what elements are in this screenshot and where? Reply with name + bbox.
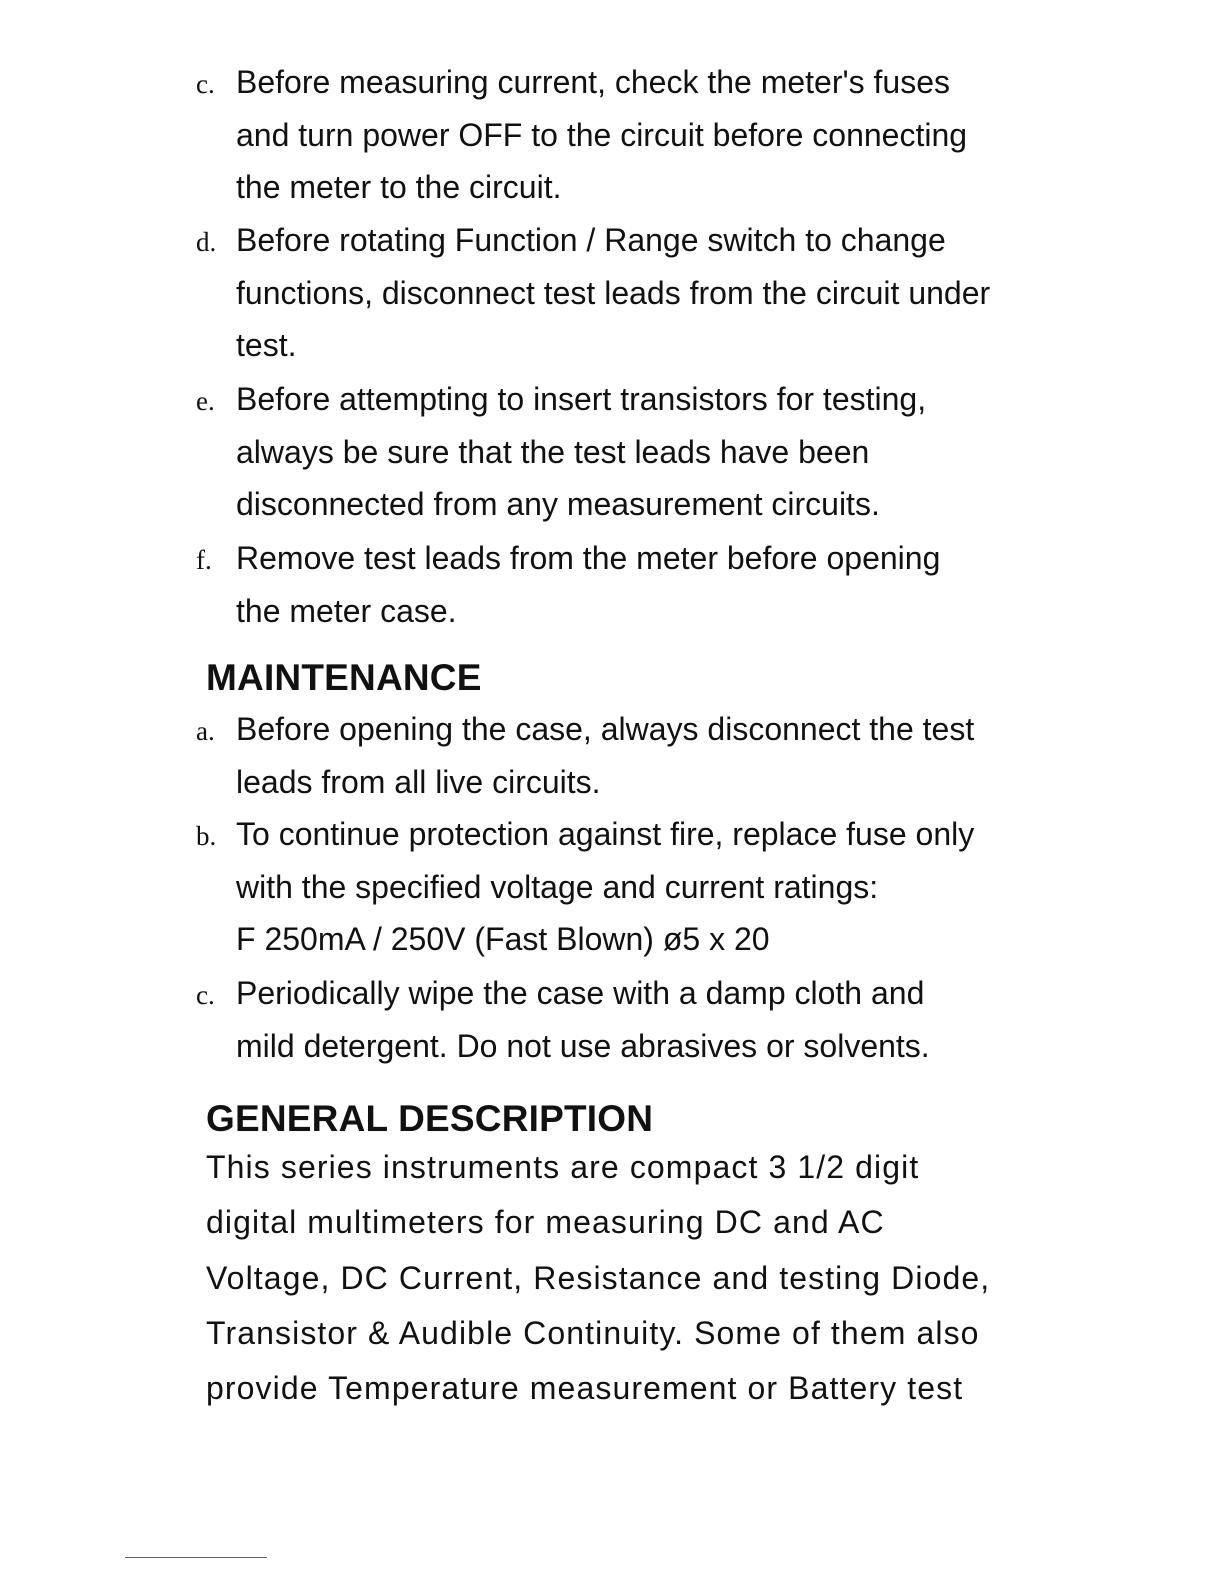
list-marker: c. — [196, 980, 215, 1010]
safety-item-d — [196, 214, 1016, 372]
list-item-text: To continue protection against fire, replace fuse only with the specified voltage and current ratings: F 250mA / 250V (Fast Blown) ø5 x 20 — [236, 816, 975, 957]
footer-divider — [125, 1557, 267, 1558]
maintenance-item-a — [196, 703, 1016, 808]
maintenance-item-c — [196, 967, 1016, 1072]
list-item-text: Periodically wipe the case with a damp cloth and mild detergent. Do not use abrasives or solvents. — [236, 975, 930, 1064]
maintenance-heading: MAINTENANCE — [206, 657, 482, 698]
list-item-text: Before rotating Function / Range switch to change functions, disconnect test leads from the circuit under test. — [236, 222, 991, 363]
list-marker: e. — [196, 386, 215, 416]
safety-item-f — [196, 532, 1016, 637]
list-marker: a. — [196, 716, 215, 746]
list-item-text: Remove test leads from the meter before opening the meter case. — [236, 540, 941, 629]
list-marker: c. — [196, 69, 215, 99]
list-item-text: Before measuring current, check the meter's fuses and turn power OFF to the circuit before connecting the meter to the circuit. — [236, 64, 968, 205]
general-description-text: This series instruments are compact 3 1/2 digit digital multimeters for measuring DC and AC Voltage, DC Current, Resistance and testing Diode, Transistor & Audible Continuity. Some of them also provide Temperature measurement or Battery test — [206, 1149, 991, 1407]
safety-item-e — [196, 373, 1016, 531]
list-item-text: Before opening the case, always disconnect the test leads from all live circuits. — [236, 711, 975, 800]
list-marker: b. — [196, 821, 217, 851]
general-description-heading: GENERAL DESCRIPTION — [206, 1098, 654, 1139]
maintenance-item-b — [196, 808, 1016, 966]
list-marker: f. — [196, 545, 212, 575]
list-item-text: Before attempting to insert transistors for testing, always be sure that the test leads have been disconnected from any measurement circuits. — [236, 381, 927, 522]
safety-item-c — [196, 56, 1016, 214]
list-marker: d. — [196, 227, 217, 257]
